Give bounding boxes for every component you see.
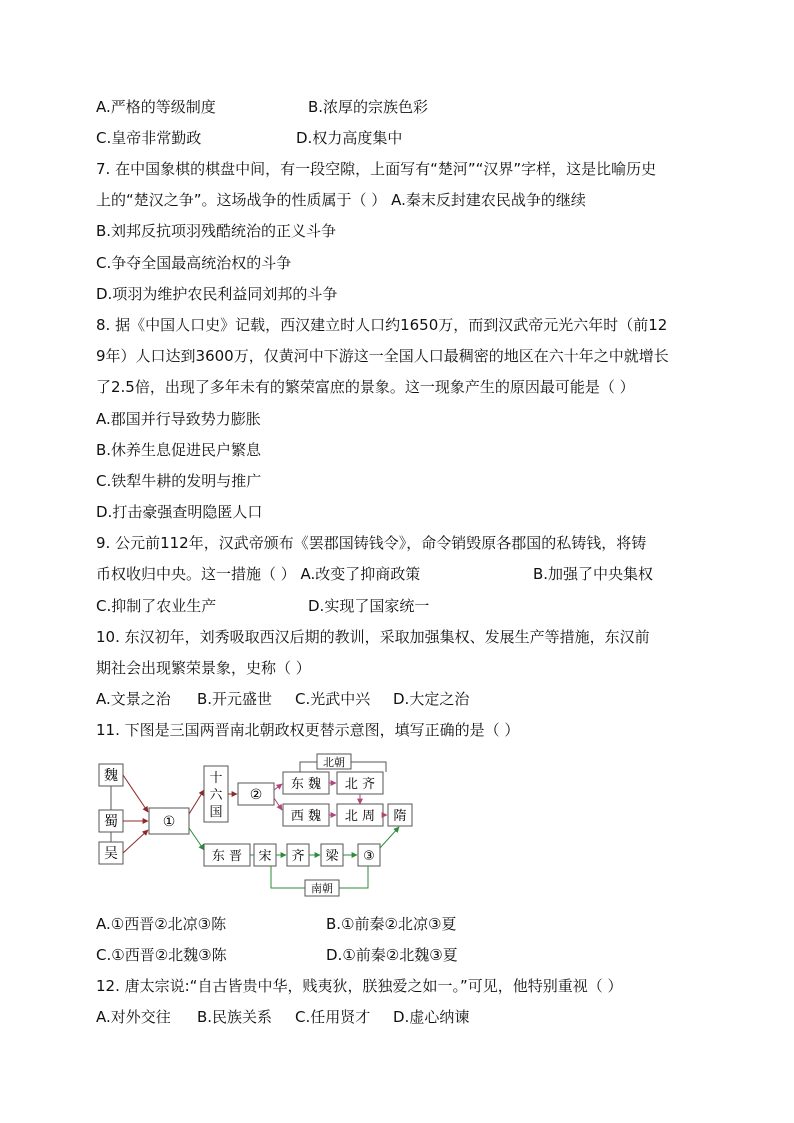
q11-stem: 11. 下图是三国两晋南北朝政权更替示意图，填写正确的是（ ） xyxy=(96,721,520,739)
box-sui xyxy=(388,804,412,826)
label-blank-2: ② xyxy=(249,787,263,803)
label-qi: 齐 xyxy=(291,849,305,864)
q11-option-a: A.①西晋②北凉③陈 xyxy=(96,915,227,933)
box-wu xyxy=(99,842,123,864)
q6-option-a: A.严格的等级制度 xyxy=(96,98,216,116)
label-xiwei: 西 魏 xyxy=(290,809,322,824)
q8-option-c: C.铁犁牛耕的发明与推广 xyxy=(96,472,262,490)
box-blank-3 xyxy=(358,844,380,866)
q12-option-c: C.任用贤才 xyxy=(295,1008,371,1026)
q10-option-a: A.文景之治 xyxy=(96,690,171,708)
q10-stem-line2: 期社会出现繁荣景象，史称（ ） xyxy=(96,659,311,677)
box-dongjin xyxy=(204,844,250,866)
q10-option-c: C.光武中兴 xyxy=(295,690,371,708)
arrow-2-to-dongwei xyxy=(274,784,282,790)
box-wei xyxy=(99,764,123,786)
q7-option-b: B.刘邦反抗项羽残酷统治的正义斗争 xyxy=(96,222,337,240)
box-song xyxy=(254,844,276,866)
arrow-1-to-sixteen xyxy=(189,790,204,814)
label-shu: 蜀 xyxy=(104,814,118,830)
label-blank-3: ③ xyxy=(363,849,375,864)
q7-option-d: D.项羽为维护农民利益同刘邦的斗争 xyxy=(96,285,338,303)
q11-option-b: B.①前秦②北凉③夏 xyxy=(326,915,457,933)
box-dongwei xyxy=(283,772,329,794)
q11-option-d: D.①前秦②北魏③夏 xyxy=(326,946,458,964)
label-blank-1: ① xyxy=(162,814,176,830)
q8-stem-line3: 了2.5倍，出现了多年未有的繁荣富庶的景象。这一现象产生的原因最可能是（ ） xyxy=(96,378,635,396)
box-liang xyxy=(321,844,343,866)
box-shu xyxy=(99,810,123,832)
q6-option-c: C.皇帝非常勤政 xyxy=(96,129,202,147)
q7-stem-line1: 7. 在中国象棋的棋盘中间，有一段空隙，上面写有“楚河”“汉界”字样，这是比喻历史 xyxy=(96,160,657,178)
q12-option-d: D.虚心纳谏 xyxy=(393,1008,470,1026)
arrow-3-to-sui xyxy=(380,827,399,848)
q10-option-d: D.大定之治 xyxy=(393,690,470,708)
label-north-dynasties: 北朝 xyxy=(323,756,345,769)
label-sixteen-2: 六 xyxy=(209,788,223,803)
q8-option-d: D.打击豪强查明隐匿人口 xyxy=(96,503,263,521)
label-sixteen-3: 国 xyxy=(209,805,223,820)
label-beizhou: 北 周 xyxy=(344,809,376,824)
q11-option-c: C.①西晋②北魏③陈 xyxy=(96,946,227,964)
q9-option-b: B.加强了中央集权 xyxy=(533,565,654,583)
q10-stem-line1: 10. 东汉初年，刘秀吸取西汉后期的教训，采取加强集权、发展生产等措施，东汉前 xyxy=(96,628,650,646)
label-liang: 梁 xyxy=(325,849,339,864)
box-blank-1 xyxy=(149,808,189,834)
label-beiqi: 北 齐 xyxy=(344,777,376,792)
q7-option-c: C.争夺全国最高统治权的斗争 xyxy=(96,254,292,272)
q12-stem: 12. 唐太宗说:“自古皆贵中华，贱夷狄，朕独爱之如一。”可见，他特别重视（ ） xyxy=(96,977,623,995)
q9-stem-line2: 币权收归中央。这一措施（ ） A.改变了抑商政策 xyxy=(96,565,421,583)
q12-option-a: A.对外交往 xyxy=(96,1008,171,1026)
box-beizhou xyxy=(337,804,383,826)
q9-option-d: D.实现了国家统一 xyxy=(308,597,430,615)
label-dongwei: 东 魏 xyxy=(290,777,322,792)
box-blank-2 xyxy=(238,783,274,805)
q9-option-c: C.抑制了农业生产 xyxy=(96,597,217,615)
q10-option-b: B.开元盛世 xyxy=(197,690,273,708)
box-beiqi xyxy=(337,772,383,794)
arrow-2-to-xiwei xyxy=(274,798,282,810)
q8-option-a: A.郡国并行导致势力膨胀 xyxy=(96,410,261,428)
q6-option-d: D.权力高度集中 xyxy=(296,129,403,147)
arrow-1-to-dongjin xyxy=(189,828,204,850)
label-sui: 隋 xyxy=(393,809,407,824)
label-wu: 吴 xyxy=(104,846,118,862)
box-xiwei xyxy=(283,804,329,826)
arrow-wei-to-1 xyxy=(123,775,148,812)
q8-stem-line1: 8. 据《中国人口史》记载，西汉建立时人口约1650万，而到汉武帝元光六年时（前12 xyxy=(96,316,668,334)
label-song: 宋 xyxy=(258,849,272,864)
q9-stem-line1: 9. 公元前112年，汉武帝颁布《罢郡国铸钱令》，命令销毁原各郡国的私铸钱，将铸 xyxy=(96,534,647,552)
q12-option-b: B.民族关系 xyxy=(197,1008,273,1026)
dynasty-succession-diagram xyxy=(96,752,416,902)
label-south-dynasties: 南朝 xyxy=(311,882,333,895)
q7-stem-line2: 上的“楚汉之争”。这场战争的性质属于（ ） A.秦末反封建农民战争的继续 xyxy=(96,191,586,209)
q8-stem-line2: 9年）人口达到3600万，仅黄河中下游这一全国人口最稠密的地区在六十年之中就增长 xyxy=(96,347,669,365)
q8-option-b: B.休养生息促进民户繁息 xyxy=(96,441,262,459)
q6-option-b: B.浓厚的宗族色彩 xyxy=(308,98,429,116)
label-wei: 魏 xyxy=(104,768,118,784)
arrow-wu-to-1 xyxy=(123,830,148,853)
label-sixteen-1: 十 xyxy=(209,771,223,786)
box-qi xyxy=(287,844,309,866)
label-dongjin: 东 晋 xyxy=(211,849,243,864)
box-sixteen-kingdoms xyxy=(204,766,228,822)
